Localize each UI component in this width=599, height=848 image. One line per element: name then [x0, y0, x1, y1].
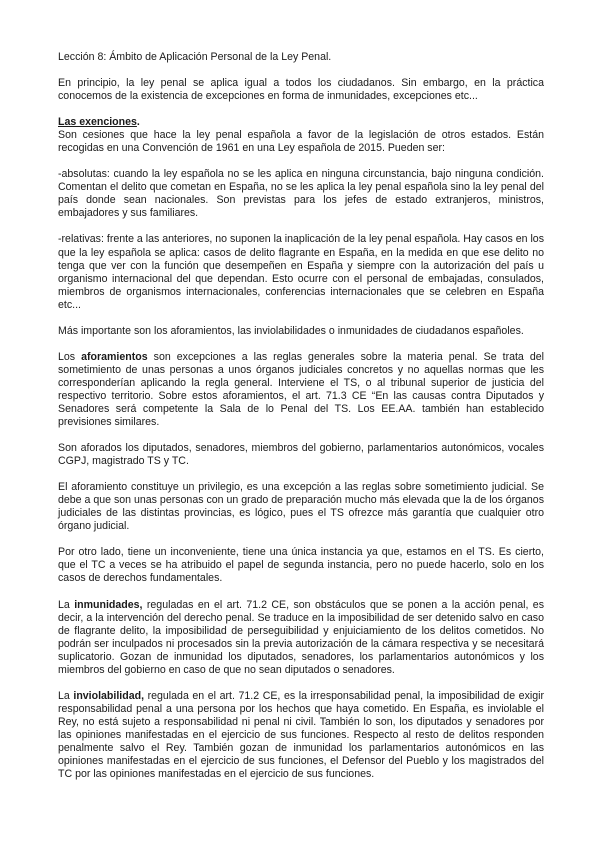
aforamientos-term: aforamientos: [81, 350, 148, 363]
exenciones-section: [58, 116, 544, 155]
intro-paragraph: En principio, la ley penal se aplica igual a todos los ciudadanos. Sin embargo, en la práctica conocemos de la existencia de excepciones en forma de inmunidades, excepciones etc...: [58, 77, 544, 103]
inmunidades-paragraph: [58, 599, 544, 677]
inviolabilidad-lead: La: [58, 689, 74, 702]
inviolabilidad-term: inviolabilidad,: [73, 689, 145, 702]
exenciones-heading-dot: .: [136, 116, 140, 129]
inmunidades-lead: La: [58, 598, 75, 611]
lesson-title: Lección 8: Ámbito de Aplicación Personal de la Ley Penal.: [58, 51, 332, 63]
inviolabilidad-body: regulada en el art. 71.2 CE, es la irresponsabilidad penal, la imposibilidad de exigir responsabilidad penal a una persona por los hechos que haya cometido. En España, es inviolable el Rey, no está sujeto a responsabilidad ni penal ni civil. También lo son, los diputados y senadores por las opiniones manifestadas en el ejercicio de sus funciones. Respecto al resto de delitos responden penalmente salvo el Rey. También gozan de inmunidad los parlamentarios autonómicos en las opiniones manifestadas en el ejercicio de sus funciones, el Defensor del Pueblo y los magistrados del TC por las opiniones manifestadas en el ejercicio de sus funciones.: [58, 689, 544, 781]
absolutas-paragraph: -absolutas: cuando la ley española no se les aplica en ninguna circunstancia, bajo ninguna condición. Comentan el delito que cometan en España, no se les aplica la ley penal española sino la ley penal del país donde sean nacionales. Son previstas para los jefes de estado extranjeros, ministros, embajadores y sus familiares.: [58, 168, 544, 220]
relativas-paragraph: -relativas: frente a las anteriores, no suponen la inaplicación de la ley penal española. Hay casos en los que la ley española se aplica: casos de delito flagrante en España, en la medida en que ese delito no tenga que ver con la función que desempeñen en España y siempre con la autorización del país u organismo internacional del que dependan. Esto ocurre con el personal de embajadas, consulados, miembros de organismos internacionales, conferencias internacionales que se celebren en España etc...: [58, 233, 544, 311]
document-page: [58, 51, 544, 794]
inconveniente-paragraph: Por otro lado, tiene un inconveniente, tiene una única instancia ya que, estamos en el TS. Es cierto, que el TC a veces se ha atribuido el papel de segunda instancia, pero no puede hacerlo, solo en los casos de derechos fundamentales.: [58, 546, 544, 585]
aforamientos-lead: Los: [58, 350, 82, 363]
inviolabilidad-paragraph: [58, 690, 544, 781]
aforamientos-paragraph: [58, 351, 544, 429]
aforamientos-body: son excepciones a las reglas generales sobre la materia penal. Se trata del sometimiento de unas personas a unos órganos judiciales concretos y no aquellas normas que les corresponderían aplicando la regla general. Interviene el TS, o al tribunal superior de justicia del respectivo territorio. Sobre estos aforamientos, el art. 71.3 CE “En las causas contra Diputados y Senadores será competente la Sala de lo Penal del TS. Los EE.AA. también han establecido previsiones similares.: [58, 350, 544, 429]
mas-importante-paragraph: Más importante son los aforamientos, las inviolabilidades o inmunidades de ciudadanos españoles.: [58, 324, 524, 337]
exenciones-body: Son cesiones que hace la ley penal española a favor de la legislación de otros estados. Están recogidas en una Convención de 1961 en una Ley española de 2015. Pueden ser:: [58, 129, 544, 155]
aforados-paragraph: Son aforados los diputados, senadores, miembros del gobierno, parlamentarios autonómicos, vocales CGPJ, magistrado TS y TC.: [58, 442, 544, 468]
inmunidades-body: reguladas en el art. 71.2 CE, son obstáculos que se ponen a la acción penal, es decir, a la intervención del derecho penal. Se traduce en la imposibilidad de ser detenido salvo en caso de flagrante delito, la imposibilidad de perseguibilidad y enjuiciamiento de los delitos cometidos. No podrán ser inculpados ni procesados sin la previa autorización de la cámara respectiva y se necesitará suplicatorio. Gozan de inmunidad los diputados, senadores, los parlamentarios autonómicos y los miembros del gobierno en caso de que no sean diputados o senadores.: [58, 598, 544, 676]
privilegio-paragraph: El aforamiento constituye un privilegio, es una excepción a las reglas sobre sometimiento judicial. Se debe a que son unas personas con un grado de preparación mucho más elevada que la de los órganos judiciales de las distintas provincias, es lógico, pues el TS ofrezce más garantía que cualquier otro órgano judicial.: [58, 481, 544, 533]
exenciones-heading: Las exenciones: [58, 116, 137, 129]
inmunidades-term: inmunidades,: [74, 598, 143, 611]
